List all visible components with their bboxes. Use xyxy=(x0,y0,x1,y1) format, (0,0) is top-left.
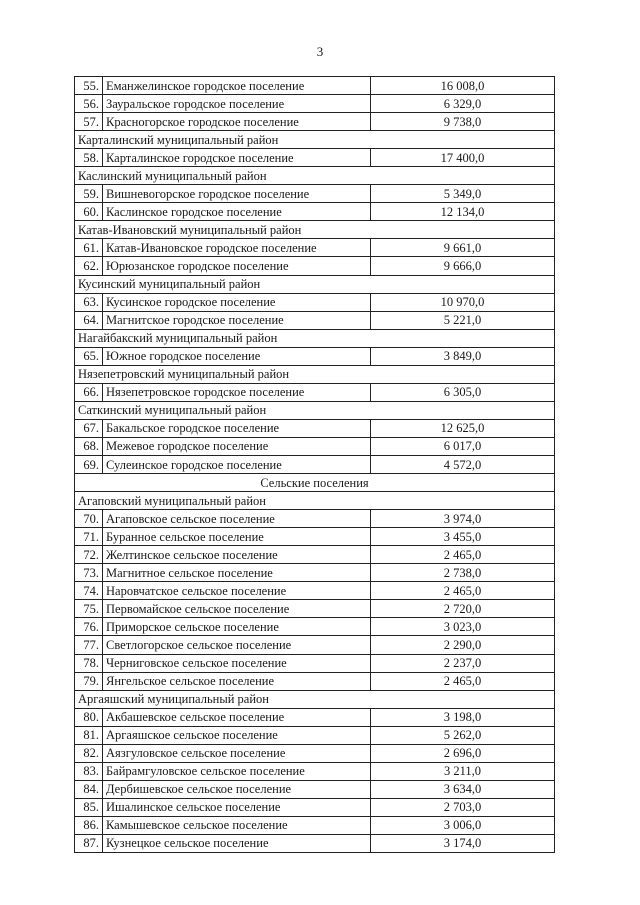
settlement-name: Каслинское городское поселение xyxy=(103,203,371,221)
amount-value: 12 625,0 xyxy=(371,419,555,437)
amount-value: 17 400,0 xyxy=(371,149,555,167)
district-header-row xyxy=(75,690,555,708)
table-row xyxy=(75,762,555,780)
district-header-row xyxy=(75,131,555,149)
amount-value: 2 237,0 xyxy=(371,654,555,672)
settlement-name: Желтинское сельское поселение xyxy=(103,546,371,564)
table-row xyxy=(75,383,555,401)
amount-value: 3 455,0 xyxy=(371,528,555,546)
district-header-row xyxy=(75,221,555,239)
table-row xyxy=(75,95,555,113)
table-row xyxy=(75,239,555,257)
settlement-name: Красногорское городское поселение xyxy=(103,113,371,131)
table-row xyxy=(75,600,555,618)
section-title: Сельские поселения xyxy=(75,474,555,492)
row-number: 74. xyxy=(75,582,103,600)
amount-value: 3 198,0 xyxy=(371,708,555,726)
settlement-name: Приморское сельское поселение xyxy=(103,618,371,636)
row-number: 72. xyxy=(75,546,103,564)
table-row xyxy=(75,582,555,600)
amount-value: 3 849,0 xyxy=(371,347,555,365)
row-number: 83. xyxy=(75,762,103,780)
table-row xyxy=(75,77,555,95)
table-row xyxy=(75,546,555,564)
amount-value: 2 465,0 xyxy=(371,582,555,600)
settlement-name: Южное городское поселение xyxy=(103,347,371,365)
district-name: Аргаяшский муниципальный район xyxy=(75,690,555,708)
settlement-name: Еманжелинское городское поселение xyxy=(103,77,371,95)
row-number: 80. xyxy=(75,708,103,726)
district-header-row xyxy=(75,329,555,347)
table-row xyxy=(75,780,555,798)
district-name: Кусинский муниципальный район xyxy=(75,275,555,293)
table-row xyxy=(75,419,555,437)
amount-value: 3 023,0 xyxy=(371,618,555,636)
table-row xyxy=(75,293,555,311)
district-name: Катав-Ивановский муниципальный район xyxy=(75,221,555,239)
row-number: 81. xyxy=(75,726,103,744)
row-number: 68. xyxy=(75,437,103,455)
row-number: 86. xyxy=(75,816,103,834)
row-number: 77. xyxy=(75,636,103,654)
row-number: 71. xyxy=(75,528,103,546)
amount-value: 2 738,0 xyxy=(371,564,555,582)
settlement-name: Янгельское сельское поселение xyxy=(103,672,371,690)
amount-value: 2 290,0 xyxy=(371,636,555,654)
district-name: Карталинский муниципальный район xyxy=(75,131,555,149)
settlement-name: Байрамгуловское сельское поселение xyxy=(103,762,371,780)
amount-value: 3 211,0 xyxy=(371,762,555,780)
district-header-row xyxy=(75,167,555,185)
row-number: 62. xyxy=(75,257,103,275)
table-row xyxy=(75,113,555,131)
settlement-name: Акбашевское сельское поселение xyxy=(103,708,371,726)
district-name: Нагайбакский муниципальный район xyxy=(75,329,555,347)
row-number: 79. xyxy=(75,672,103,690)
row-number: 57. xyxy=(75,113,103,131)
table-row xyxy=(75,455,555,473)
settlement-name: Магнитное сельское поселение xyxy=(103,564,371,582)
budget-table xyxy=(74,76,555,853)
settlement-name: Агаповское сельское поселение xyxy=(103,510,371,528)
row-number: 84. xyxy=(75,780,103,798)
row-number: 66. xyxy=(75,383,103,401)
amount-value: 2 720,0 xyxy=(371,600,555,618)
settlement-name: Катав-Ивановское городское поселение xyxy=(103,239,371,257)
settlement-name: Первомайское сельское поселение xyxy=(103,600,371,618)
amount-value: 4 572,0 xyxy=(371,455,555,473)
row-number: 82. xyxy=(75,744,103,762)
table-row xyxy=(75,708,555,726)
amount-value: 6 017,0 xyxy=(371,437,555,455)
settlement-name: Карталинское городское поселение xyxy=(103,149,371,167)
settlement-name: Дербишевское сельское поселение xyxy=(103,780,371,798)
district-name: Саткинский муниципальный район xyxy=(75,401,555,419)
table-row xyxy=(75,618,555,636)
settlement-name: Аязгуловское сельское поселение xyxy=(103,744,371,762)
row-number: 65. xyxy=(75,347,103,365)
row-number: 63. xyxy=(75,293,103,311)
row-number: 70. xyxy=(75,510,103,528)
table-row xyxy=(75,654,555,672)
settlement-name: Светлогорское сельское поселение xyxy=(103,636,371,654)
district-header-row xyxy=(75,365,555,383)
settlement-name: Юрюзанское городское поселение xyxy=(103,257,371,275)
amount-value: 5 262,0 xyxy=(371,726,555,744)
amount-value: 2 703,0 xyxy=(371,798,555,816)
settlement-name: Ишалинское сельское поселение xyxy=(103,798,371,816)
district-name: Каслинский муниципальный район xyxy=(75,167,555,185)
table-row xyxy=(75,257,555,275)
table-row xyxy=(75,672,555,690)
amount-value: 2 696,0 xyxy=(371,744,555,762)
section-header-row xyxy=(75,474,555,492)
district-header-row xyxy=(75,275,555,293)
row-number: 55. xyxy=(75,77,103,95)
amount-value: 2 465,0 xyxy=(371,672,555,690)
amount-value: 10 970,0 xyxy=(371,293,555,311)
amount-value: 2 465,0 xyxy=(371,546,555,564)
settlement-name: Кузнецкое сельское поселение xyxy=(103,834,371,852)
table-row xyxy=(75,149,555,167)
settlement-name: Межевое городское поселение xyxy=(103,437,371,455)
row-number: 73. xyxy=(75,564,103,582)
settlement-name: Камышевское сельское поселение xyxy=(103,816,371,834)
row-number: 76. xyxy=(75,618,103,636)
settlement-name: Нязепетровское городское поселение xyxy=(103,383,371,401)
table-row xyxy=(75,798,555,816)
row-number: 69. xyxy=(75,455,103,473)
row-number: 59. xyxy=(75,185,103,203)
district-header-row xyxy=(75,492,555,510)
table-row xyxy=(75,311,555,329)
amount-value: 3 974,0 xyxy=(371,510,555,528)
table-row xyxy=(75,510,555,528)
table-row xyxy=(75,564,555,582)
table-row xyxy=(75,636,555,654)
table-row xyxy=(75,347,555,365)
row-number: 75. xyxy=(75,600,103,618)
settlement-name: Наровчатское сельское поселение xyxy=(103,582,371,600)
district-name: Агаповский муниципальный район xyxy=(75,492,555,510)
settlement-name: Зауральское городское поселение xyxy=(103,95,371,113)
settlement-name: Вишневогорское городское поселение xyxy=(103,185,371,203)
amount-value: 5 221,0 xyxy=(371,311,555,329)
table-row xyxy=(75,437,555,455)
settlement-name: Аргаяшское сельское поселение xyxy=(103,726,371,744)
settlement-name: Сулеинское городское поселение xyxy=(103,455,371,473)
page-number: 3 xyxy=(316,44,324,59)
amount-value: 6 305,0 xyxy=(371,383,555,401)
row-number: 61. xyxy=(75,239,103,257)
amount-value: 6 329,0 xyxy=(371,95,555,113)
table-row xyxy=(75,816,555,834)
amount-value: 3 634,0 xyxy=(371,780,555,798)
row-number: 58. xyxy=(75,149,103,167)
row-number: 78. xyxy=(75,654,103,672)
amount-value: 9 738,0 xyxy=(371,113,555,131)
settlement-name: Черниговское сельское поселение xyxy=(103,654,371,672)
amount-value: 9 666,0 xyxy=(371,257,555,275)
settlement-name: Буранное сельское поселение xyxy=(103,528,371,546)
row-number: 87. xyxy=(75,834,103,852)
settlement-name: Кусинское городское поселение xyxy=(103,293,371,311)
row-number: 56. xyxy=(75,95,103,113)
table-body xyxy=(75,77,555,853)
amount-value: 3 006,0 xyxy=(371,816,555,834)
amount-value: 5 349,0 xyxy=(371,185,555,203)
table-row xyxy=(75,528,555,546)
table-row xyxy=(75,834,555,852)
table-row xyxy=(75,744,555,762)
table-row xyxy=(75,726,555,744)
table-row xyxy=(75,185,555,203)
row-number: 64. xyxy=(75,311,103,329)
settlement-name: Магнитское городское поселение xyxy=(103,311,371,329)
row-number: 60. xyxy=(75,203,103,221)
district-name: Нязепетровский муниципальный район xyxy=(75,365,555,383)
amount-value: 16 008,0 xyxy=(371,77,555,95)
amount-value: 12 134,0 xyxy=(371,203,555,221)
district-header-row xyxy=(75,401,555,419)
row-number: 85. xyxy=(75,798,103,816)
settlement-name: Бакальское городское поселение xyxy=(103,419,371,437)
amount-value: 3 174,0 xyxy=(371,834,555,852)
table-row xyxy=(75,203,555,221)
amount-value: 9 661,0 xyxy=(371,239,555,257)
row-number: 67. xyxy=(75,419,103,437)
